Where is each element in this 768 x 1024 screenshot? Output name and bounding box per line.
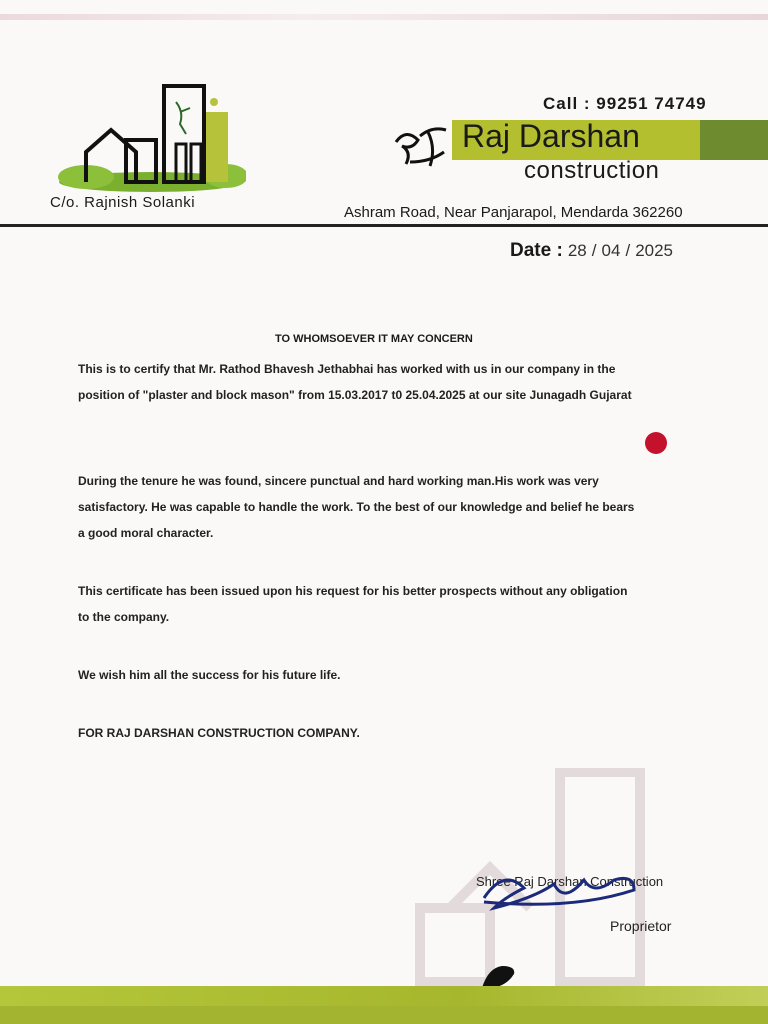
paragraph-wishes: We wish him all the success for his future life. xyxy=(78,668,341,682)
top-border xyxy=(0,14,768,20)
brand-subtitle: construction xyxy=(524,157,660,184)
red-stamp-dot xyxy=(645,432,667,454)
call-number: Call : 99251 74749 xyxy=(543,94,707,113)
footer-bar-dark xyxy=(0,1006,768,1024)
signature-title: Proprietor xyxy=(610,918,672,934)
paragraph-employment: This is to certify that Mr. Rathod Bhavesh Jethabhai has worked with us in our company in the position of "plaster and block mason" from 15.03.2017 t0 25.04.2025 at our site Junagadh Gujarat xyxy=(78,362,632,402)
brand-bar-dark xyxy=(700,120,768,160)
company-address: Ashram Road, Near Panjarapol, Mendarda 362260 xyxy=(344,204,683,221)
paragraph-conduct: During the tenure he was found, sincere punctual and hard working man.His work was very satisfactory. He was capable to handle the work. To the best of our knowledge and belief he bears a good moral character. xyxy=(78,474,635,540)
brand-name: Raj Darshan xyxy=(462,118,640,154)
header-divider xyxy=(0,224,768,227)
date-month: 04 xyxy=(601,241,621,260)
company-logo xyxy=(56,82,246,192)
date-year: 2025 xyxy=(635,241,674,260)
care-of-text: C/o. Rajnish Solanki xyxy=(50,194,196,211)
paragraph-purpose: This certificate has been issued upon his request for his better prospects without any obligation to the company. xyxy=(78,584,628,624)
handwritten-signature xyxy=(474,858,674,918)
paragraph-company: FOR RAJ DARSHAN CONSTRUCTION COMPANY. xyxy=(78,726,360,740)
date-day: 28 xyxy=(567,241,587,260)
signature-company: Shree Raj Darshan Construction xyxy=(476,874,664,889)
letter-heading: TO WHOMSOEVER IT MAY CONCERN xyxy=(275,333,473,345)
date-label: Date : xyxy=(510,240,563,261)
date-line: Date : 28 / 04 / 2025 xyxy=(510,240,674,261)
shri-symbol xyxy=(390,118,460,170)
